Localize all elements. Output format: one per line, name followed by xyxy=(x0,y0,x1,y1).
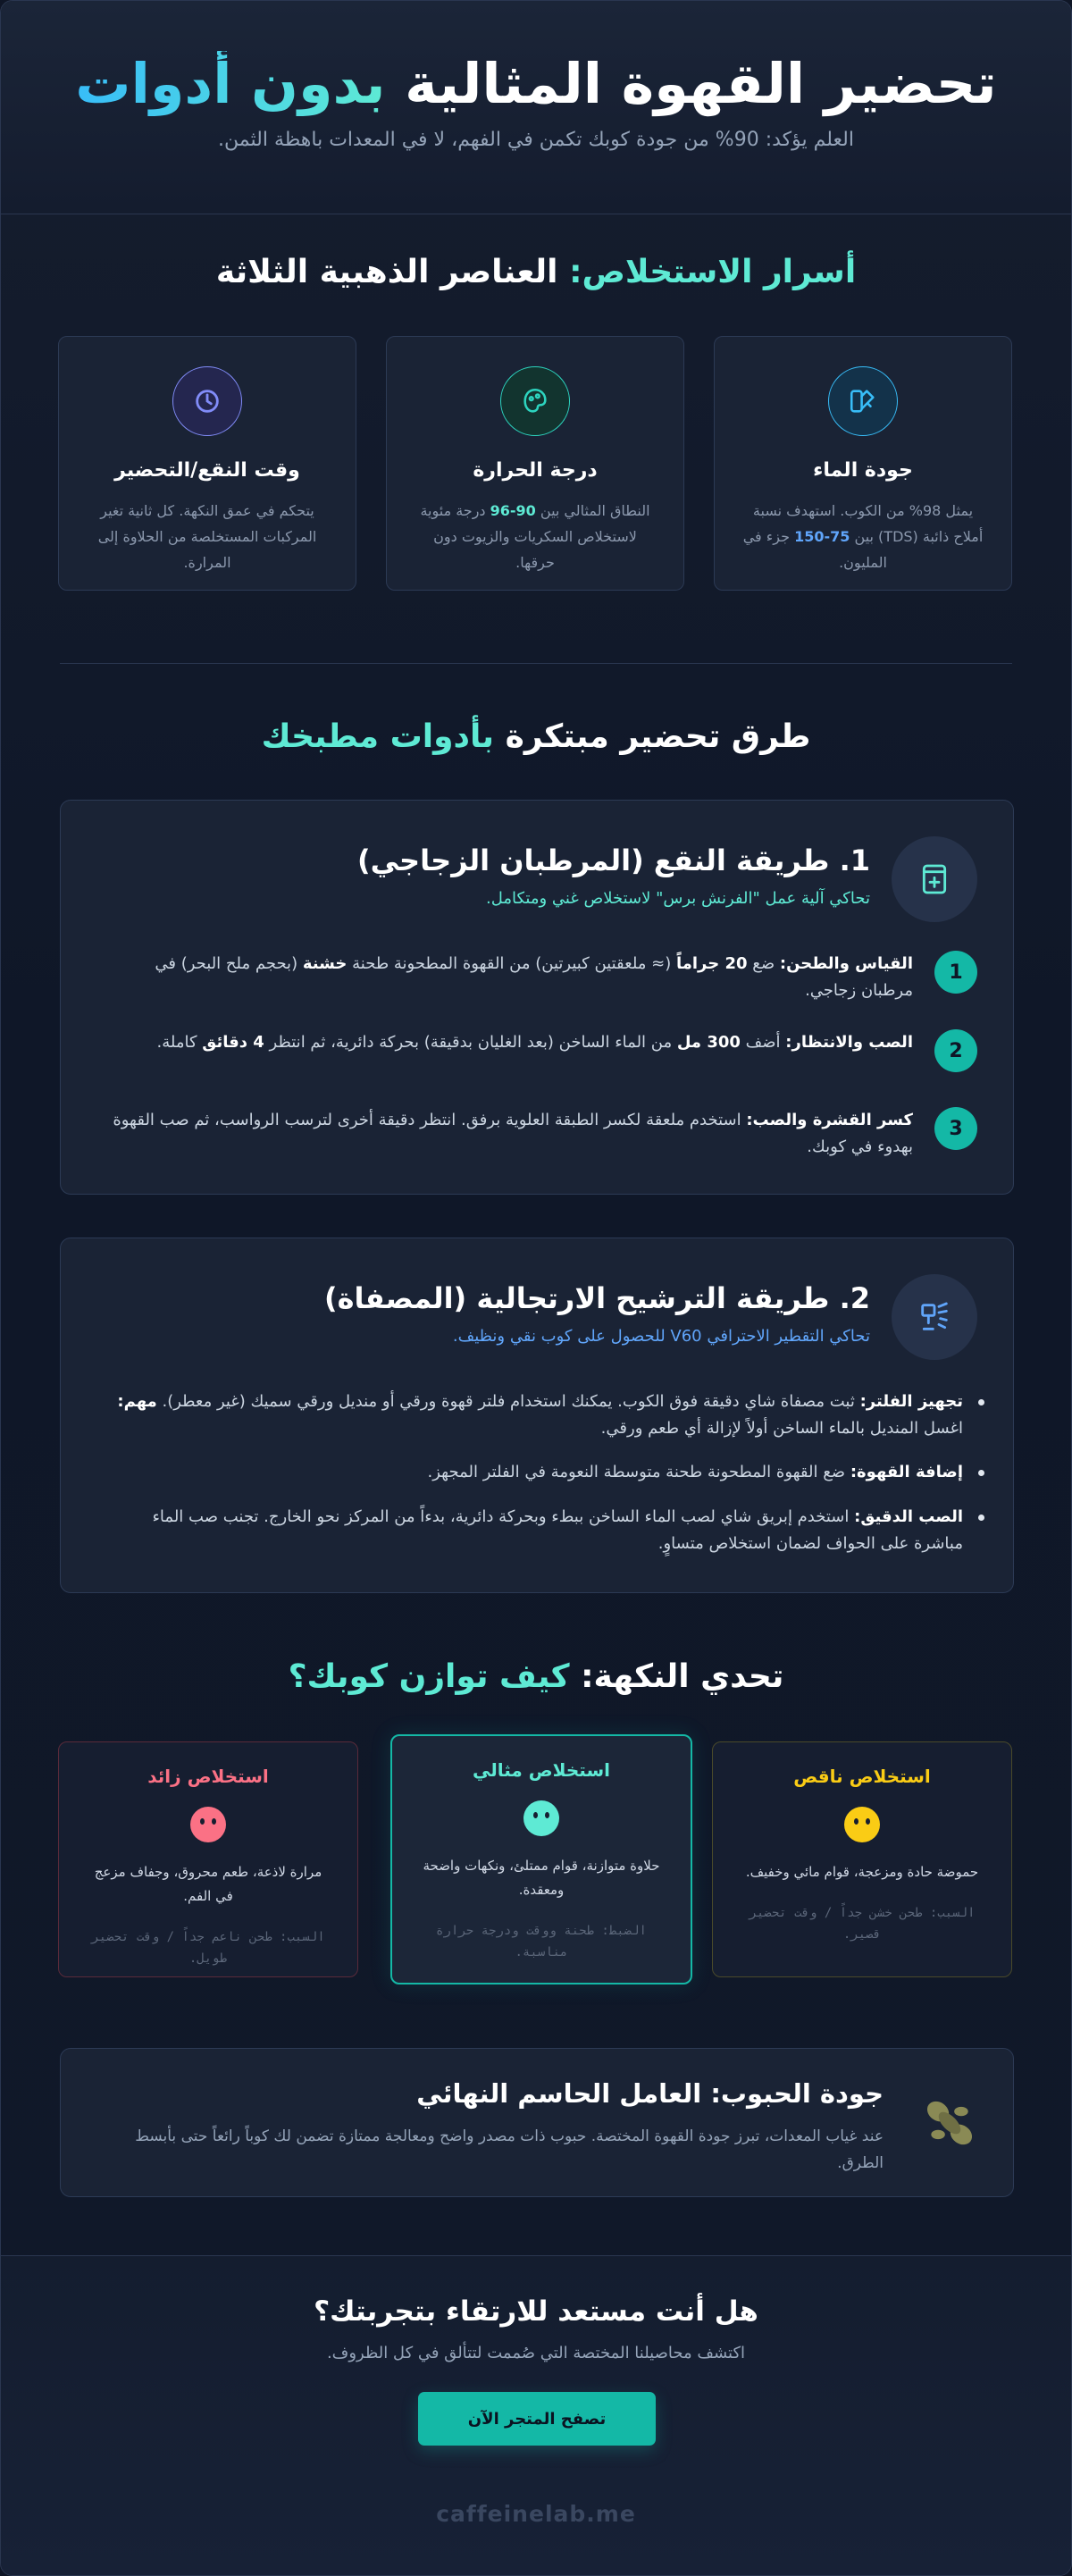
card-water-quality xyxy=(714,336,1012,591)
card-temperature xyxy=(386,336,684,591)
step-text: كسر القشرة والصب: استخدم ملعقة لكسر الطبقة العلوية برفق. انتظر دقيقة أخرى لترسب الرواسب، ثم صب القهوة بهدوء في كوبك. xyxy=(113,1111,913,1156)
card-cause: الضبط: طحنة ووقت ودرجة حرارة مناسبة. xyxy=(435,1924,647,1959)
method-title: 2. طريقة الترشيح الارتجالية (المصفاة) xyxy=(324,1281,870,1315)
step-item xyxy=(102,951,977,1006)
smiley-icon xyxy=(523,1800,559,1836)
card-title: استخلاص ناقص xyxy=(793,1766,931,1787)
card-desc: حموضة حادة ومزعجة، قوام مائي وخفيف. xyxy=(745,1864,979,1880)
beans-title: جودة الحبوب: العامل الحاسم النهائي xyxy=(416,2078,884,2109)
frown-icon xyxy=(190,1807,226,1842)
secrets-cards xyxy=(60,336,1012,591)
ideal-extraction-card xyxy=(390,1734,692,1984)
under-extraction-card xyxy=(712,1741,1012,1977)
card-text: النطاق المثالي بين 90-96 درجة مئوية لاستخلاص السكريات والزيوت دون حرقها. xyxy=(420,502,650,571)
card-desc: حلاوة متوازنة، قوام ممتلئ، ونكهات واضحة ومعقدة. xyxy=(423,1858,660,1898)
step-item xyxy=(102,1107,977,1162)
card-desc: مرارة لاذعة، طعم محروق، وجفاف مزعج في الفم. xyxy=(94,1864,322,1904)
method-subtitle: تحاكي آلية عمل "الفرنش برس" لاستخلاص غني ومتكامل. xyxy=(486,889,870,908)
tools-heading: طرق تحضير مبتكرة بأدوات مطبخك xyxy=(261,718,811,755)
filter-icon xyxy=(892,1274,977,1360)
challenge-heading: تحدي النكهة: كيف توازن كوبك؟ xyxy=(288,1658,784,1695)
card-cause: السبب: طحن خشن جداً / وقت تحضير قصير. xyxy=(749,1906,976,1942)
bullet-item: إضافة القهوة: ضع القهوة المطحونة طحنة متوسطة النعومة في الفلتر المجهز. xyxy=(105,1459,963,1486)
title-accent: بدون أدوات xyxy=(75,51,386,116)
bullet-item: الصب الدقيق: استخدم إبريق شاي لصب الماء الساخن ببطء وبحركة دائرية، بدءاً من المركز نحو الخارج. تجنب صب الماء مباشرة على الحواف لضمان استخلاص متساوٍ. xyxy=(105,1504,963,1557)
over-extraction-card xyxy=(58,1741,358,1977)
footer-subtitle: اكتشف محاصيلنا المختصة التي صُممت لتتألق في كل الظروف. xyxy=(326,2344,746,2362)
site-domain[interactable]: caffeinelab.me xyxy=(436,2501,636,2527)
coffee-bean-icon xyxy=(922,2095,977,2154)
footer-title: هل أنت مستعد للارتقاء بتجربتك؟ xyxy=(314,2295,758,2328)
jar-icon xyxy=(892,836,977,922)
step-number: 1 xyxy=(934,951,977,994)
clock-icon xyxy=(172,366,242,436)
step-text: القياس والطحن: ضع 20 جراماً (≈ ملعقتين كبيرتين) من القهوة المطحونة طحنة خشنة (بحجم ملح البحر) في مرطبان زجاجي. xyxy=(155,954,913,1000)
card-title: درجة الحرارة xyxy=(473,459,598,482)
beans-quality-card xyxy=(60,2048,1014,2197)
page-title: تحضير القهوة المثالية بدون أدوات xyxy=(75,51,997,116)
beans-text: عند غياب المعدات، تبرز جودة القهوة المختصة. حبوب ذات مصدر واضح ومعالجة ممتازة تضمن لك كوباً رائعاً حتى بأبسط الطرق. xyxy=(135,2127,884,2172)
card-title: استخلاص زائد xyxy=(147,1766,269,1787)
method-title: 1. طريقة النقع (المرطبان الزجاجي) xyxy=(357,843,870,877)
smiley-icon xyxy=(844,1807,880,1842)
step-number: 3 xyxy=(934,1107,977,1150)
browse-store-button[interactable]: تصفح المتجر الآن xyxy=(418,2392,656,2446)
hero-header xyxy=(1,1,1071,214)
card-title: جودة الماء xyxy=(813,459,913,482)
method-subtitle: تحاكي التقطير الاحترافي V60 للحصول على كوب نقي ونظيف. xyxy=(452,1327,870,1346)
page-subtitle: العلم يؤكد: 90% من جودة كوبك تكمن في الفهم، لا في المعدات باهظة الثمن. xyxy=(218,129,854,151)
card-brew-time xyxy=(58,336,356,591)
step-number: 2 xyxy=(934,1029,977,1072)
card-text: يتحكم في عمق النكهة. كل ثانية تغير المركبات المستخلصة من الحلاوة إلى المرارة. xyxy=(97,502,317,571)
water-quality-icon xyxy=(828,366,898,436)
bullet-item: تجهيز الفلتر: ثبت مصفاة شاي دقيقة فوق الكوب. يمكنك استخدام فلتر قهوة ورقي أو منديل ورقي سميك (غير معطر). مهم: اغسل المنديل بالماء الساخن أولاً لإزالة أي طعم ورقي. xyxy=(105,1389,963,1442)
method-filter-card xyxy=(60,1238,1014,1593)
card-cause: السبب: طحن ناعم جداً / وقت تحضير طويل. xyxy=(91,1930,325,1966)
section-divider xyxy=(60,663,1012,664)
card-title: وقت النقع/التحضير xyxy=(114,459,300,482)
thermometer-icon xyxy=(500,366,570,436)
step-item xyxy=(102,1029,977,1085)
method-steeping-card xyxy=(60,800,1014,1195)
card-title: استخلاص مثالي xyxy=(473,1759,610,1781)
secrets-heading: أسرار الاستخلاص: العناصر الذهبية الثلاثة xyxy=(215,254,857,290)
footer-cta-section xyxy=(1,2255,1071,2576)
card-text: يمثل 98% من الكوب. استهدف نسبة أملاح ذائبة (TDS) بين 75-150 جزء في المليون. xyxy=(742,502,984,571)
step-text: الصب والانتظار: أضف 300 مل من الماء الساخن (بعد الغليان بدقيقة) بحركة دائرية، ثم انتظر 4 دقائق كاملة. xyxy=(156,1033,913,1052)
